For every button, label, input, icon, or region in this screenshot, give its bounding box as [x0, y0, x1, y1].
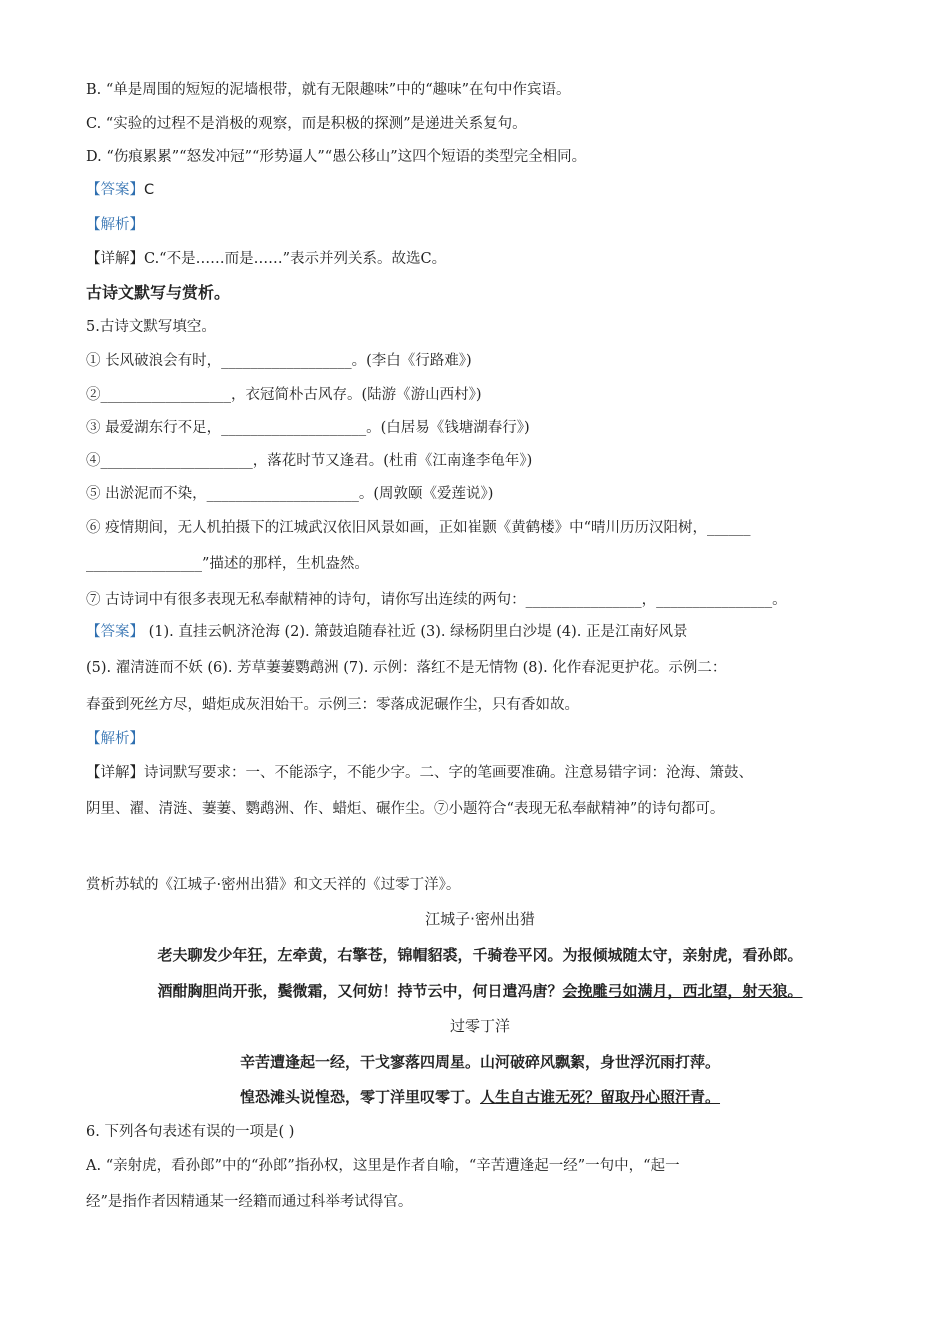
poem1-line-2 — [0, 981, 950, 1001]
q5-item-4: ④_____________________，落花时节又逢君。(杜甫《江南逢李龟年》) — [86, 453, 533, 469]
answer-tag: 【答案】 — [86, 624, 144, 640]
section-title: 古诗文默写与赏析。 — [86, 283, 231, 302]
q5-item-5: ⑤ 出淤泥而不染，_____________________。(周敦颐《爱莲说》) — [86, 486, 494, 502]
q5-item-1: ① 长风破浪会有时，__________________。(李白《行路难》) — [86, 353, 472, 369]
answer-line-3: 春蚕到死丝方尽，蜡炬成灰泪始干。示例三：零落成泥碾作尘，只有香如故。 — [86, 697, 579, 713]
q5-item-7: ⑦ 古诗词中有很多表现无私奉献精神的诗句，请你写出连续的两句：________________，________________。 — [86, 592, 787, 608]
detail-tag: 【详解】 — [86, 765, 144, 781]
q6-stem: 6. 下列各句表述有误的一项是( ) — [86, 1124, 295, 1140]
q6-option-a-line-1: A. “亲射虎，看孙郎”中的“孙郎”指孙权，这里是作者自喻，“辛苦遭逢起一经”一句中，“起一 — [86, 1158, 680, 1174]
poem2-title: 过零丁洋 — [449, 1017, 510, 1035]
option-b: B. “单是周围的短短的泥墙根带，就有无限趣味”中的“趣味”在句中作宾语。 — [86, 82, 571, 98]
answer-line-1: (1). 直挂云帆济沧海 (2). 箫鼓追随春社近 (3). 绿杨阴里白沙堤 (4). 正是江南好风景 — [148, 624, 688, 640]
q5-item-6: ⑥ 疫情期间，无人机拍摄下的江城武汉依旧风景如画，正如崔颢《黄鹤楼》中“晴川历历汉阳树，______ — [86, 520, 751, 536]
analysis-q4: 【解析】 — [86, 217, 144, 233]
poem2-line-1: 辛苦遭逢起一经，干戈寥落四周星。山河破碎风飘絮，身世浮沉雨打萍。 — [239, 1053, 720, 1071]
detail-text: C.“不是……而是……”表示并列关系。故选C。 — [144, 251, 447, 267]
option-d: D. “伤痕累累”“怒发冲冠”“形势逼人”“愚公移山”这四个短语的类型完全相同。 — [86, 149, 587, 165]
option-c: C. “实验的过程不是消极的观察，而是积极的探测”是递进关系复句。 — [86, 116, 527, 132]
answer-tag: 【答案】 — [86, 182, 144, 198]
q5-item-3: ③ 最爱湖东行不足，____________________。(白居易《钱塘湖春行》) — [86, 420, 530, 436]
poem1-title: 江城子·密州出猎 — [425, 910, 535, 928]
detail-line-1: 诗词默写要求：一、不能添字，不能少字。二、字的笔画要准确。注意易错字词：沧海、箫鼓、 — [144, 765, 753, 781]
analysis-q5: 【解析】 — [86, 731, 144, 747]
poem2-line-2 — [0, 1087, 950, 1107]
poem2-line-2-underlined: 人生自古谁无死？留取丹心照汗青。 — [480, 1088, 721, 1106]
q6-option-a-line-2: 经”是指作者因精通某一经籍而通过科举考试得官。 — [86, 1194, 413, 1210]
poem2-line-2-plain: 惶恐滩头说惶恐，零丁洋里叹零丁。 — [239, 1088, 480, 1106]
answer-q5 — [86, 622, 687, 642]
poem1-line-1: 老夫聊发少年狂，左牵黄，右擎苍，锦帽貂裘，千骑卷平冈。为报倾城随太守，亲射虎，看孙郎。 — [157, 946, 803, 964]
poem1-line-2-plain: 酒酣胸胆尚开张，鬓微霜，又何妨！持节云中，何日遣冯唐？ — [157, 982, 563, 1000]
detail-line-2: 阴里、濯、清涟、萋萋、鹦鹉洲、作、蜡炬、碾作尘。⑦小题符合“表现无私奉献精神”的诗句都可。 — [86, 801, 725, 817]
answer-line-2: (5). 濯清涟而不妖 (6). 芳草萋萋鹦鹉洲 (7). 示例：落红不是无情物 (8). 化作春泥更护花。示例二： — [86, 660, 727, 676]
q5-item-6-cont: ________________”描述的那样，生机盎然。 — [86, 556, 369, 572]
answer-q4 — [86, 180, 154, 200]
q5-item-2: ②__________________，衣冠简朴古风存。(陆游《游山西村》) — [86, 387, 482, 403]
detail-q4 — [86, 249, 446, 269]
appreciation-intro: 赏析苏轼的《江城子·密州出猎》和文天祥的《过零丁洋》。 — [86, 877, 461, 893]
poem1-line-2-underlined: 会挽雕弓如满月，西北望，射天狼。 — [562, 982, 803, 1000]
q5-stem: 5.古诗文默写填空。 — [86, 319, 216, 335]
detail-q5 — [86, 763, 753, 783]
answer-value: C — [144, 182, 155, 198]
detail-tag: 【详解】 — [86, 251, 144, 267]
